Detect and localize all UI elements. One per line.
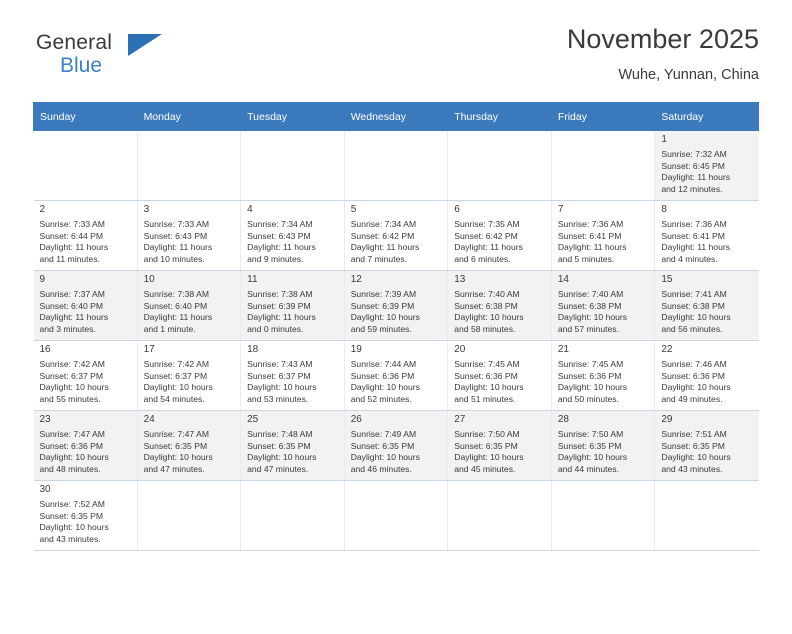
daylight-text: and 54 minutes. [143,393,205,404]
day-number: 2 [39,204,46,215]
daylight-text: Daylight: 10 hours [39,382,109,393]
daylight-text: and 10 minutes. [143,253,205,264]
weekday-header-saturday: Saturday [655,103,759,131]
daylight-text: and 5 minutes. [557,253,615,264]
day-number: 24 [143,414,155,425]
sunset-text: Sunset: 6:35 PM [557,440,622,451]
sunrise-text: Sunrise: 7:40 AM [454,289,520,299]
daylight-text: Daylight: 11 hours [143,312,213,323]
sunrise-text: Sunrise: 7:47 AM [143,429,210,439]
daylight-text: Daylight: 11 hours [143,242,213,253]
daylight-text: and 11 minutes. [39,253,101,264]
sunrise-text: Sunrise: 7:49 AM [350,429,417,439]
calendar-day-cell[interactable] [655,131,759,201]
calendar-day-cell[interactable] [551,341,655,411]
sunset-text: Sunset: 6:43 PM [247,230,311,241]
day-number: 6 [454,204,460,215]
calendar-day-cell[interactable] [137,411,241,481]
day-number: 20 [454,344,466,355]
calendar-cell-empty [551,481,655,551]
calendar-day-cell[interactable] [344,271,448,341]
sunset-text: Sunset: 6:37 PM [39,370,104,381]
calendar-day-cell[interactable] [551,271,655,341]
daylight-text: and 49 minutes. [661,393,723,404]
sunset-text: Sunset: 6:45 PM [661,160,725,171]
weekday-header-wednesday: Wednesday [344,103,448,131]
daylight-text: and 47 minutes. [247,463,309,474]
daylight-text: Daylight: 10 hours [661,382,731,393]
page-title: November 2025 [566,24,759,54]
day-number: 1 [661,134,667,145]
daylight-text: Daylight: 11 hours [454,242,523,253]
daylight-text: Daylight: 11 hours [661,172,731,183]
day-number: 27 [454,414,466,425]
daylight-text: Daylight: 10 hours [454,452,524,463]
weekday-header-thursday: Thursday [448,103,552,131]
daylight-text: Daylight: 10 hours [39,452,109,463]
daylight-text: and 4 minutes. [661,253,718,264]
weekday-header-sunday: Sunday [34,103,138,131]
sunset-text: Sunset: 6:42 PM [350,230,415,241]
sunrise-text: Sunrise: 7:47 AM [39,429,105,439]
sunset-text: Sunset: 6:41 PM [557,230,622,241]
calendar-cell-empty [344,131,448,201]
sunrise-text: Sunrise: 7:38 AM [143,289,210,299]
sunset-text: Sunset: 6:38 PM [661,300,725,311]
sunset-text: Sunset: 6:38 PM [454,300,518,311]
sunset-text: Sunset: 6:36 PM [39,440,104,451]
daylight-text: Daylight: 11 hours [350,242,420,253]
calendar-day-cell[interactable] [448,341,552,411]
sunset-text: Sunset: 6:41 PM [661,230,725,241]
day-number: 19 [350,344,362,355]
daylight-text: and 43 minutes. [39,533,101,544]
daylight-text: and 6 minutes. [454,253,511,264]
calendar-day-cell[interactable] [655,341,759,411]
daylight-text: Daylight: 10 hours [247,452,317,463]
location-subtitle: Wuhe, Yunnan, China [618,67,759,83]
daylight-text: Daylight: 10 hours [661,312,731,323]
calendar-day-cell[interactable] [344,201,448,271]
sunrise-text: Sunrise: 7:50 AM [557,429,624,439]
sunset-text: Sunset: 6:35 PM [454,440,518,451]
sunset-text: Sunset: 6:39 PM [247,300,311,311]
day-number: 29 [661,414,673,425]
calendar-day-cell[interactable] [34,271,138,341]
calendar-cell-empty [448,481,552,551]
sunrise-sunset-calendar [33,102,759,551]
sunset-text: Sunset: 6:35 PM [39,510,104,521]
day-number: 15 [661,274,673,285]
calendar-day-cell[interactable] [241,411,345,481]
daylight-text: and 3 minutes. [39,323,96,334]
day-number: 9 [39,274,46,285]
calendar-day-cell[interactable] [448,201,552,271]
calendar-day-cell[interactable] [655,271,759,341]
calendar-week-row [34,201,759,271]
calendar-day-cell[interactable] [344,341,448,411]
weekday-header-monday: Monday [137,103,241,131]
calendar-day-cell[interactable] [448,271,552,341]
daylight-text: Daylight: 10 hours [350,382,420,393]
sunset-text: Sunset: 6:40 PM [39,300,104,311]
calendar-day-cell[interactable] [241,341,345,411]
sunrise-text: Sunrise: 7:44 AM [350,359,417,369]
day-number: 4 [247,204,253,215]
sunrise-text: Sunrise: 7:33 AM [143,219,210,229]
daylight-text: and 1 minute. [143,323,196,334]
sunrise-text: Sunrise: 7:32 AM [661,149,727,159]
daylight-text: Daylight: 10 hours [454,312,524,323]
day-number: 30 [39,484,51,495]
sunrise-text: Sunrise: 7:38 AM [247,289,313,299]
calendar-day-cell[interactable] [137,341,241,411]
calendar-cell-empty [241,131,345,201]
daylight-text: and 52 minutes. [350,393,412,404]
calendar-day-cell[interactable] [34,341,138,411]
weekday-header-tuesday: Tuesday [241,103,345,131]
calendar-page [0,22,792,634]
daylight-text: Daylight: 11 hours [247,312,316,323]
daylight-text: Daylight: 10 hours [557,382,628,393]
day-number: 12 [350,274,362,285]
sunrise-text: Sunrise: 7:42 AM [39,359,105,369]
day-number: 8 [661,204,667,215]
daylight-text: Daylight: 10 hours [557,312,628,323]
daylight-text: and 50 minutes. [557,393,619,404]
daylight-text: and 9 minutes. [247,253,304,264]
calendar-cell-empty [344,481,448,551]
sunset-text: Sunset: 6:44 PM [39,230,104,241]
sunrise-text: Sunrise: 7:48 AM [247,429,313,439]
sunset-text: Sunset: 6:36 PM [661,370,725,381]
day-number: 28 [557,414,569,425]
daylight-text: and 57 minutes. [557,323,619,334]
daylight-text: and 12 minutes. [661,183,723,194]
calendar-week-row [34,481,759,551]
sunrise-text: Sunrise: 7:50 AM [454,429,520,439]
sunset-text: Sunset: 6:36 PM [350,370,415,381]
sunset-text: Sunset: 6:37 PM [143,370,208,381]
daylight-text: Daylight: 10 hours [454,382,524,393]
daylight-text: and 47 minutes. [143,463,205,474]
daylight-text: and 43 minutes. [661,463,723,474]
day-number: 25 [247,414,259,425]
day-number: 13 [454,274,466,285]
sunrise-text: Sunrise: 7:51 AM [661,429,727,439]
daylight-text: and 55 minutes. [39,393,101,404]
calendar-cell-empty [137,481,241,551]
sunset-text: Sunset: 6:40 PM [143,300,208,311]
daylight-text: and 45 minutes. [454,463,516,474]
sunset-text: Sunset: 6:35 PM [661,440,725,451]
daylight-text: and 59 minutes. [350,323,412,334]
sunset-text: Sunset: 6:37 PM [247,370,311,381]
daylight-text: Daylight: 10 hours [350,312,420,323]
logo-triangle-icon [128,34,162,56]
daylight-text: Daylight: 10 hours [557,452,628,463]
sunset-text: Sunset: 6:36 PM [557,370,622,381]
daylight-text: Daylight: 10 hours [143,382,213,393]
logo-text-general: General [36,31,113,54]
calendar-body [34,131,759,551]
daylight-text: and 7 minutes. [350,253,408,264]
daylight-text: and 48 minutes. [39,463,101,474]
calendar-day-cell[interactable] [34,481,138,551]
daylight-text: Daylight: 10 hours [661,452,731,463]
sunrise-text: Sunrise: 7:52 AM [39,499,105,509]
sunrise-text: Sunrise: 7:35 AM [454,219,520,229]
daylight-text: and 44 minutes. [557,463,619,474]
daylight-text: Daylight: 10 hours [143,452,213,463]
calendar-cell-empty [137,131,241,201]
sunrise-text: Sunrise: 7:34 AM [247,219,313,229]
logo-text-blue: Blue [60,54,103,77]
day-number: 26 [350,414,362,425]
calendar-week-row [34,131,759,201]
day-number: 5 [350,204,357,215]
sunset-text: Sunset: 6:39 PM [350,300,415,311]
sunrise-text: Sunrise: 7:34 AM [350,219,417,229]
calendar-day-cell[interactable] [241,201,345,271]
daylight-text: Daylight: 11 hours [557,242,627,253]
daylight-text: Daylight: 10 hours [247,382,317,393]
daylight-text: Daylight: 10 hours [39,522,109,533]
calendar-week-row [34,411,759,481]
sunrise-text: Sunrise: 7:40 AM [557,289,624,299]
day-number: 7 [557,204,564,215]
daylight-text: and 51 minutes. [454,393,516,404]
daylight-text: Daylight: 11 hours [39,312,109,323]
day-number: 17 [143,344,155,355]
calendar-day-cell[interactable] [551,411,655,481]
calendar-cell-empty [34,131,138,201]
sunrise-text: Sunrise: 7:36 AM [661,219,727,229]
calendar-day-cell[interactable] [344,411,448,481]
day-number: 16 [39,344,51,355]
calendar-day-cell[interactable] [551,201,655,271]
calendar-day-cell[interactable] [34,201,138,271]
sunrise-text: Sunrise: 7:36 AM [557,219,624,229]
daylight-text: Daylight: 11 hours [661,242,731,253]
daylight-text: and 56 minutes. [661,323,723,334]
sunrise-text: Sunrise: 7:41 AM [661,289,727,299]
day-number: 10 [143,274,155,285]
day-number: 14 [557,274,569,285]
daylight-text: Daylight: 11 hours [247,242,316,253]
sunset-text: Sunset: 6:43 PM [143,230,208,241]
calendar-day-cell[interactable] [241,271,345,341]
day-number: 23 [39,414,51,425]
calendar-day-cell[interactable] [137,271,241,341]
day-number: 3 [143,204,150,215]
daylight-text: and 58 minutes. [454,323,516,334]
sunrise-text: Sunrise: 7:39 AM [350,289,417,299]
sunrise-text: Sunrise: 7:45 AM [454,359,520,369]
weekday-header-friday: Friday [551,103,655,131]
daylight-text: and 0 minutes. [247,323,304,334]
sunrise-text: Sunrise: 7:37 AM [39,289,105,299]
day-number: 21 [557,344,569,355]
sunrise-text: Sunrise: 7:43 AM [247,359,313,369]
calendar-cell-empty [551,131,655,201]
sunset-text: Sunset: 6:35 PM [247,440,311,451]
sunset-text: Sunset: 6:38 PM [557,300,622,311]
sunrise-text: Sunrise: 7:42 AM [143,359,210,369]
day-number: 11 [247,274,258,285]
calendar-week-row [34,341,759,411]
daylight-text: Daylight: 10 hours [350,452,420,463]
calendar-cell-empty [241,481,345,551]
title-block [567,22,759,84]
day-number: 22 [661,344,673,355]
calendar-cell-empty [448,131,552,201]
general-blue-logo[interactable] [36,32,176,84]
sunrise-text: Sunrise: 7:33 AM [39,219,105,229]
daylight-text: Daylight: 11 hours [39,242,109,253]
weekday-header-row [34,103,759,131]
sunset-text: Sunset: 6:42 PM [454,230,518,241]
daylight-text: and 53 minutes. [247,393,309,404]
calendar-day-cell[interactable] [137,201,241,271]
daylight-text: and 46 minutes. [350,463,412,474]
calendar-day-cell[interactable] [655,411,759,481]
calendar-day-cell[interactable] [655,201,759,271]
calendar-day-cell[interactable] [34,411,138,481]
sunrise-text: Sunrise: 7:46 AM [661,359,727,369]
calendar-week-row [34,271,759,341]
day-number: 18 [247,344,259,355]
sunset-text: Sunset: 6:35 PM [143,440,208,451]
sunrise-text: Sunrise: 7:45 AM [557,359,624,369]
sunset-text: Sunset: 6:35 PM [350,440,415,451]
calendar-cell-empty [655,481,759,551]
calendar-day-cell[interactable] [448,411,552,481]
page-header [33,22,759,94]
sunset-text: Sunset: 6:36 PM [454,370,518,381]
